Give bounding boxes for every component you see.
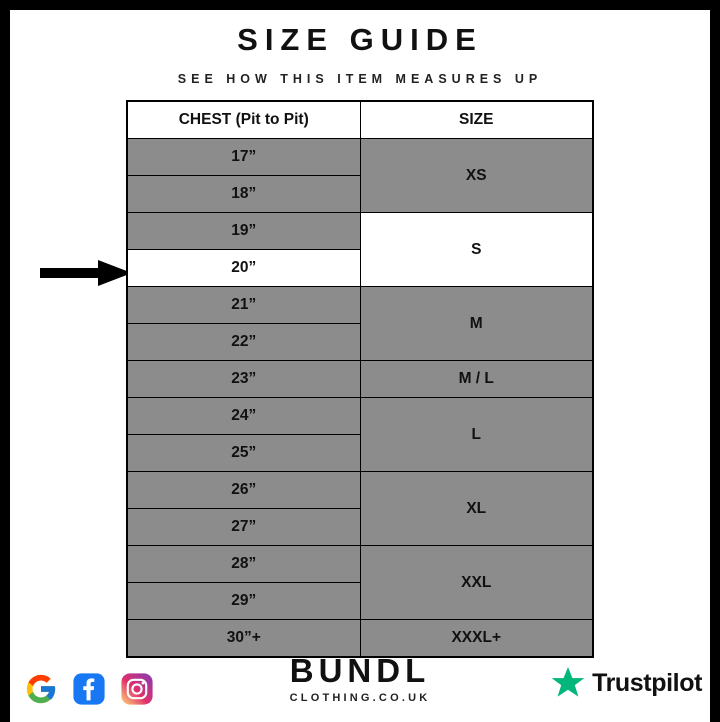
size-value-selected: S: [360, 213, 593, 287]
size-value: M: [360, 287, 593, 361]
size-value: XL: [360, 472, 593, 546]
trustpilot-badge[interactable]: [551, 666, 702, 700]
chest-value: 27”: [127, 509, 360, 546]
chest-value: 29”: [127, 583, 360, 620]
chest-value: 23”: [127, 361, 360, 398]
table-row[interactable]: [127, 139, 593, 176]
page-title: SIZE GUIDE: [237, 22, 483, 57]
chest-value: 22”: [127, 324, 360, 361]
table-header-row: [127, 101, 593, 139]
chest-value: 21”: [127, 287, 360, 324]
chest-value: 30”+: [127, 620, 360, 658]
chest-value: 17”: [127, 139, 360, 176]
size-value: M / L: [360, 361, 593, 398]
column-header-chest: CHEST (Pit to Pit): [127, 101, 360, 139]
size-value: XXXL+: [360, 620, 593, 658]
chest-value: 26”: [127, 472, 360, 509]
size-value: XS: [360, 139, 593, 213]
table-row[interactable]: [127, 398, 593, 435]
size-table-wrapper: [126, 100, 594, 658]
chest-value: 25”: [127, 435, 360, 472]
brand-subtitle: CLOTHING.CO.UK: [289, 692, 431, 704]
brand-name: BUNDL: [289, 652, 431, 689]
table-row[interactable]: [127, 472, 593, 509]
table-row[interactable]: [127, 213, 593, 250]
size-guide-inner: [10, 22, 710, 722]
chest-value-selected: 20”: [127, 250, 360, 287]
trustpilot-label: Trustpilot: [592, 668, 702, 697]
trustpilot-star-icon: [551, 666, 585, 700]
size-value: L: [360, 398, 593, 472]
chest-value: 24”: [127, 398, 360, 435]
size-table: [126, 100, 594, 658]
table-row[interactable]: [127, 361, 593, 398]
footer: [10, 648, 710, 708]
selected-row-arrow-icon: [40, 260, 132, 286]
size-value: XXL: [360, 546, 593, 620]
table-row[interactable]: [127, 546, 593, 583]
chest-value: 28”: [127, 546, 360, 583]
table-row[interactable]: [127, 287, 593, 324]
chest-value: 19”: [127, 213, 360, 250]
page-subtitle: SEE HOW THIS ITEM MEASURES UP: [177, 72, 543, 86]
column-header-size: SIZE: [360, 101, 593, 139]
chest-value: 18”: [127, 176, 360, 213]
